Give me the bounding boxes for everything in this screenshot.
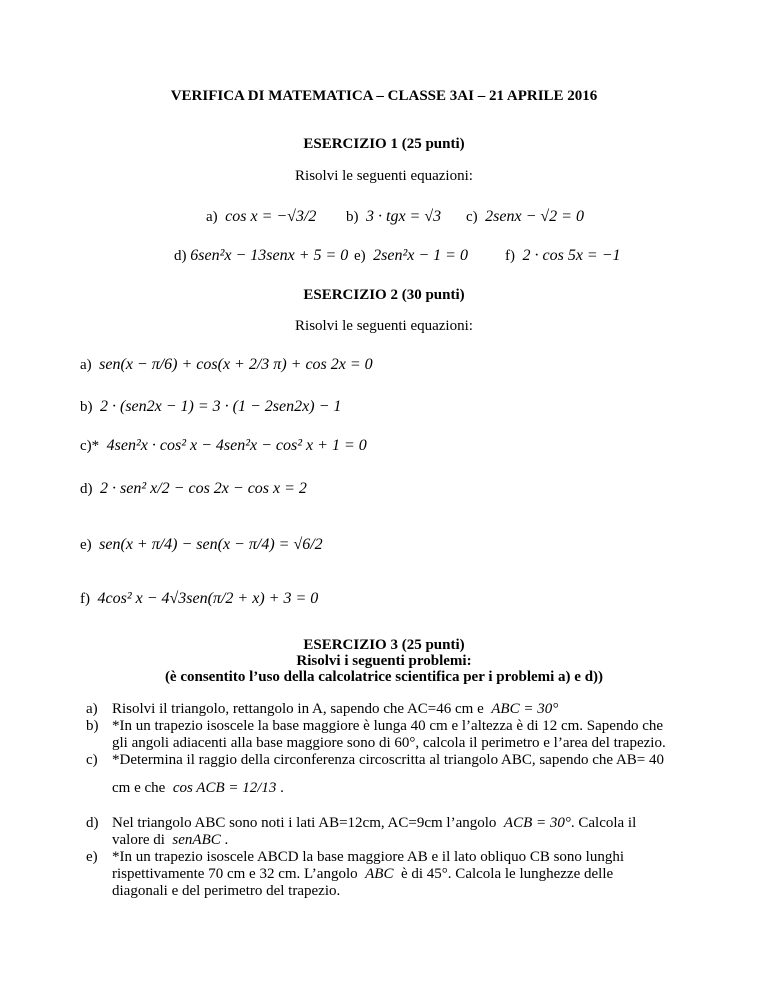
problem-e-line3: diagonali e del perimetro del trapezio. <box>112 883 341 899</box>
problem-d-label: d) <box>86 815 99 831</box>
ex1-item-c-label: c) <box>466 209 478 225</box>
problem-d-end: . <box>224 832 229 848</box>
exercise-3-instruction: Risolvi i seguenti problemi: <box>296 653 472 669</box>
ex2-item-a-equation: sen(x − π/6) + cos(x + 2/3 π) + cos 2x = 0 <box>99 356 373 373</box>
problem-e-angle: ABC <box>365 866 394 882</box>
problem-d-line1: Nel triangolo ABC sono noti i lati AB=12cm, AC=9cm l’angolo <box>112 815 497 831</box>
problem-c-line1: *Determina il raggio della circonferenza circoscritta al triangolo ABC, sapendo che AB= 40 <box>112 752 665 768</box>
problem-e <box>86 849 682 900</box>
ex2-item-c <box>80 437 367 455</box>
exercise-3-note: (è consentito l’uso della calcolatrice scientifica per i problemi a) e d)) <box>164 669 604 685</box>
exercise-2-title: ESERCIZIO 2 (30 punti) <box>303 287 465 303</box>
problem-b-label: b) <box>86 718 99 734</box>
ex2-item-c-label: c)* <box>80 438 100 454</box>
problem-a-angle: ABC = 30° <box>491 701 559 717</box>
ex2-item-f-equation: 4cos² x − 4√3sen(π/2 + x) + 3 = 0 <box>97 590 319 607</box>
ex1-item-b-label: b) <box>346 209 359 225</box>
ex2-item-a-label: a) <box>80 357 92 373</box>
problem-a-text: Risolvi il triangolo, rettangolo in A, sapendo che AC=46 cm e <box>112 701 484 717</box>
ex1-item-f <box>505 247 621 265</box>
problem-c-line2 <box>112 780 682 797</box>
ex1-item-d <box>174 247 348 265</box>
problem-d-angle: ACB = 30° <box>503 815 571 831</box>
problem-d-expression: senABC <box>172 832 221 848</box>
ex1-item-c <box>466 208 584 226</box>
ex1-item-b <box>346 208 441 226</box>
problem-a <box>86 701 682 718</box>
problem-c-end: . <box>280 780 284 796</box>
problem-e-line2a: rispettivamente 70 cm e 32 cm. L’angolo <box>112 866 358 882</box>
problem-b-line1: *In un trapezio isoscele la base maggiore è lunga 40 cm e l’altezza è di 12 cm. Sapendo che <box>112 718 664 734</box>
problem-d <box>86 815 682 849</box>
ex2-item-a <box>80 356 373 374</box>
ex2-item-c-equation: 4sen²x · cos² x − 4sen²x − cos² x + 1 = 0 <box>106 437 367 454</box>
ex2-item-d-label: d) <box>80 481 93 497</box>
ex1-item-c-equation: 2senx − √2 = 0 <box>485 208 584 225</box>
ex2-item-f <box>80 590 318 608</box>
ex2-item-b-label: b) <box>80 399 93 415</box>
ex2-item-b <box>80 398 341 416</box>
ex2-item-f-label: f) <box>80 591 90 607</box>
ex1-item-a <box>206 208 316 226</box>
problem-d-line1b: . Calcola il <box>570 815 637 831</box>
ex2-item-b-equation: 2 · (sen2x − 1) = 3 · (1 − 2sen2x) − 1 <box>100 398 342 415</box>
exercise-1-instruction: Risolvi le seguenti equazioni: <box>295 168 473 184</box>
problem-c-label: c) <box>86 752 98 768</box>
ex2-item-d-equation: 2 · sen² x/2 − cos 2x − cos x = 2 <box>100 480 307 497</box>
problem-c <box>86 752 682 769</box>
page-title: VERIFICA DI MATEMATICA – CLASSE 3AI – 21 APRILE 2016 <box>170 88 598 104</box>
problem-b-line2: gli angoli adiacenti alla base maggiore sono di 60°, calcola il perimetro e l’area del trapezio. <box>112 735 666 751</box>
problem-c-line2-text: cm e che <box>112 780 166 796</box>
exercise-3-title: ESERCIZIO 3 (25 punti) <box>303 637 465 653</box>
ex1-item-f-equation: 2 · cos 5x = −1 <box>522 247 621 264</box>
problem-b <box>86 718 682 752</box>
ex1-item-b-equation: 3 · tgx = √3 <box>366 208 442 225</box>
exercise-2-instruction: Risolvi le seguenti equazioni: <box>295 318 473 334</box>
ex1-item-e <box>354 247 468 265</box>
problem-d-line2: valore di <box>112 832 165 848</box>
problem-e-line2b: è di 45°. Calcola le lunghezze delle <box>400 866 614 882</box>
ex1-item-e-equation: 2sen²x − 1 = 0 <box>373 247 468 264</box>
problem-c-expression: cos ACB = 12/13 <box>172 780 277 796</box>
problem-e-line1: *In un trapezio isoscele ABCD la base maggiore AB e il lato obliquo CB sono lunghi <box>112 849 625 865</box>
ex1-item-a-label: a) <box>206 209 218 225</box>
ex1-item-d-label: d) <box>174 248 187 264</box>
ex1-item-f-label: f) <box>505 248 515 264</box>
exercise-1-title: ESERCIZIO 1 (25 punti) <box>303 136 465 152</box>
problem-a-label: a) <box>86 701 98 717</box>
ex2-item-e-equation: sen(x + π/4) − sen(x − π/4) = √6/2 <box>99 536 323 553</box>
ex2-item-e <box>80 536 323 554</box>
ex2-item-d <box>80 480 307 498</box>
problem-e-label: e) <box>86 849 98 865</box>
ex2-item-e-label: e) <box>80 537 92 553</box>
ex1-item-a-equation: cos x = −√3/2 <box>225 208 317 225</box>
ex1-item-d-equation: 6sen²x − 13senx + 5 = 0 <box>190 247 349 264</box>
ex1-item-e-label: e) <box>354 248 366 264</box>
